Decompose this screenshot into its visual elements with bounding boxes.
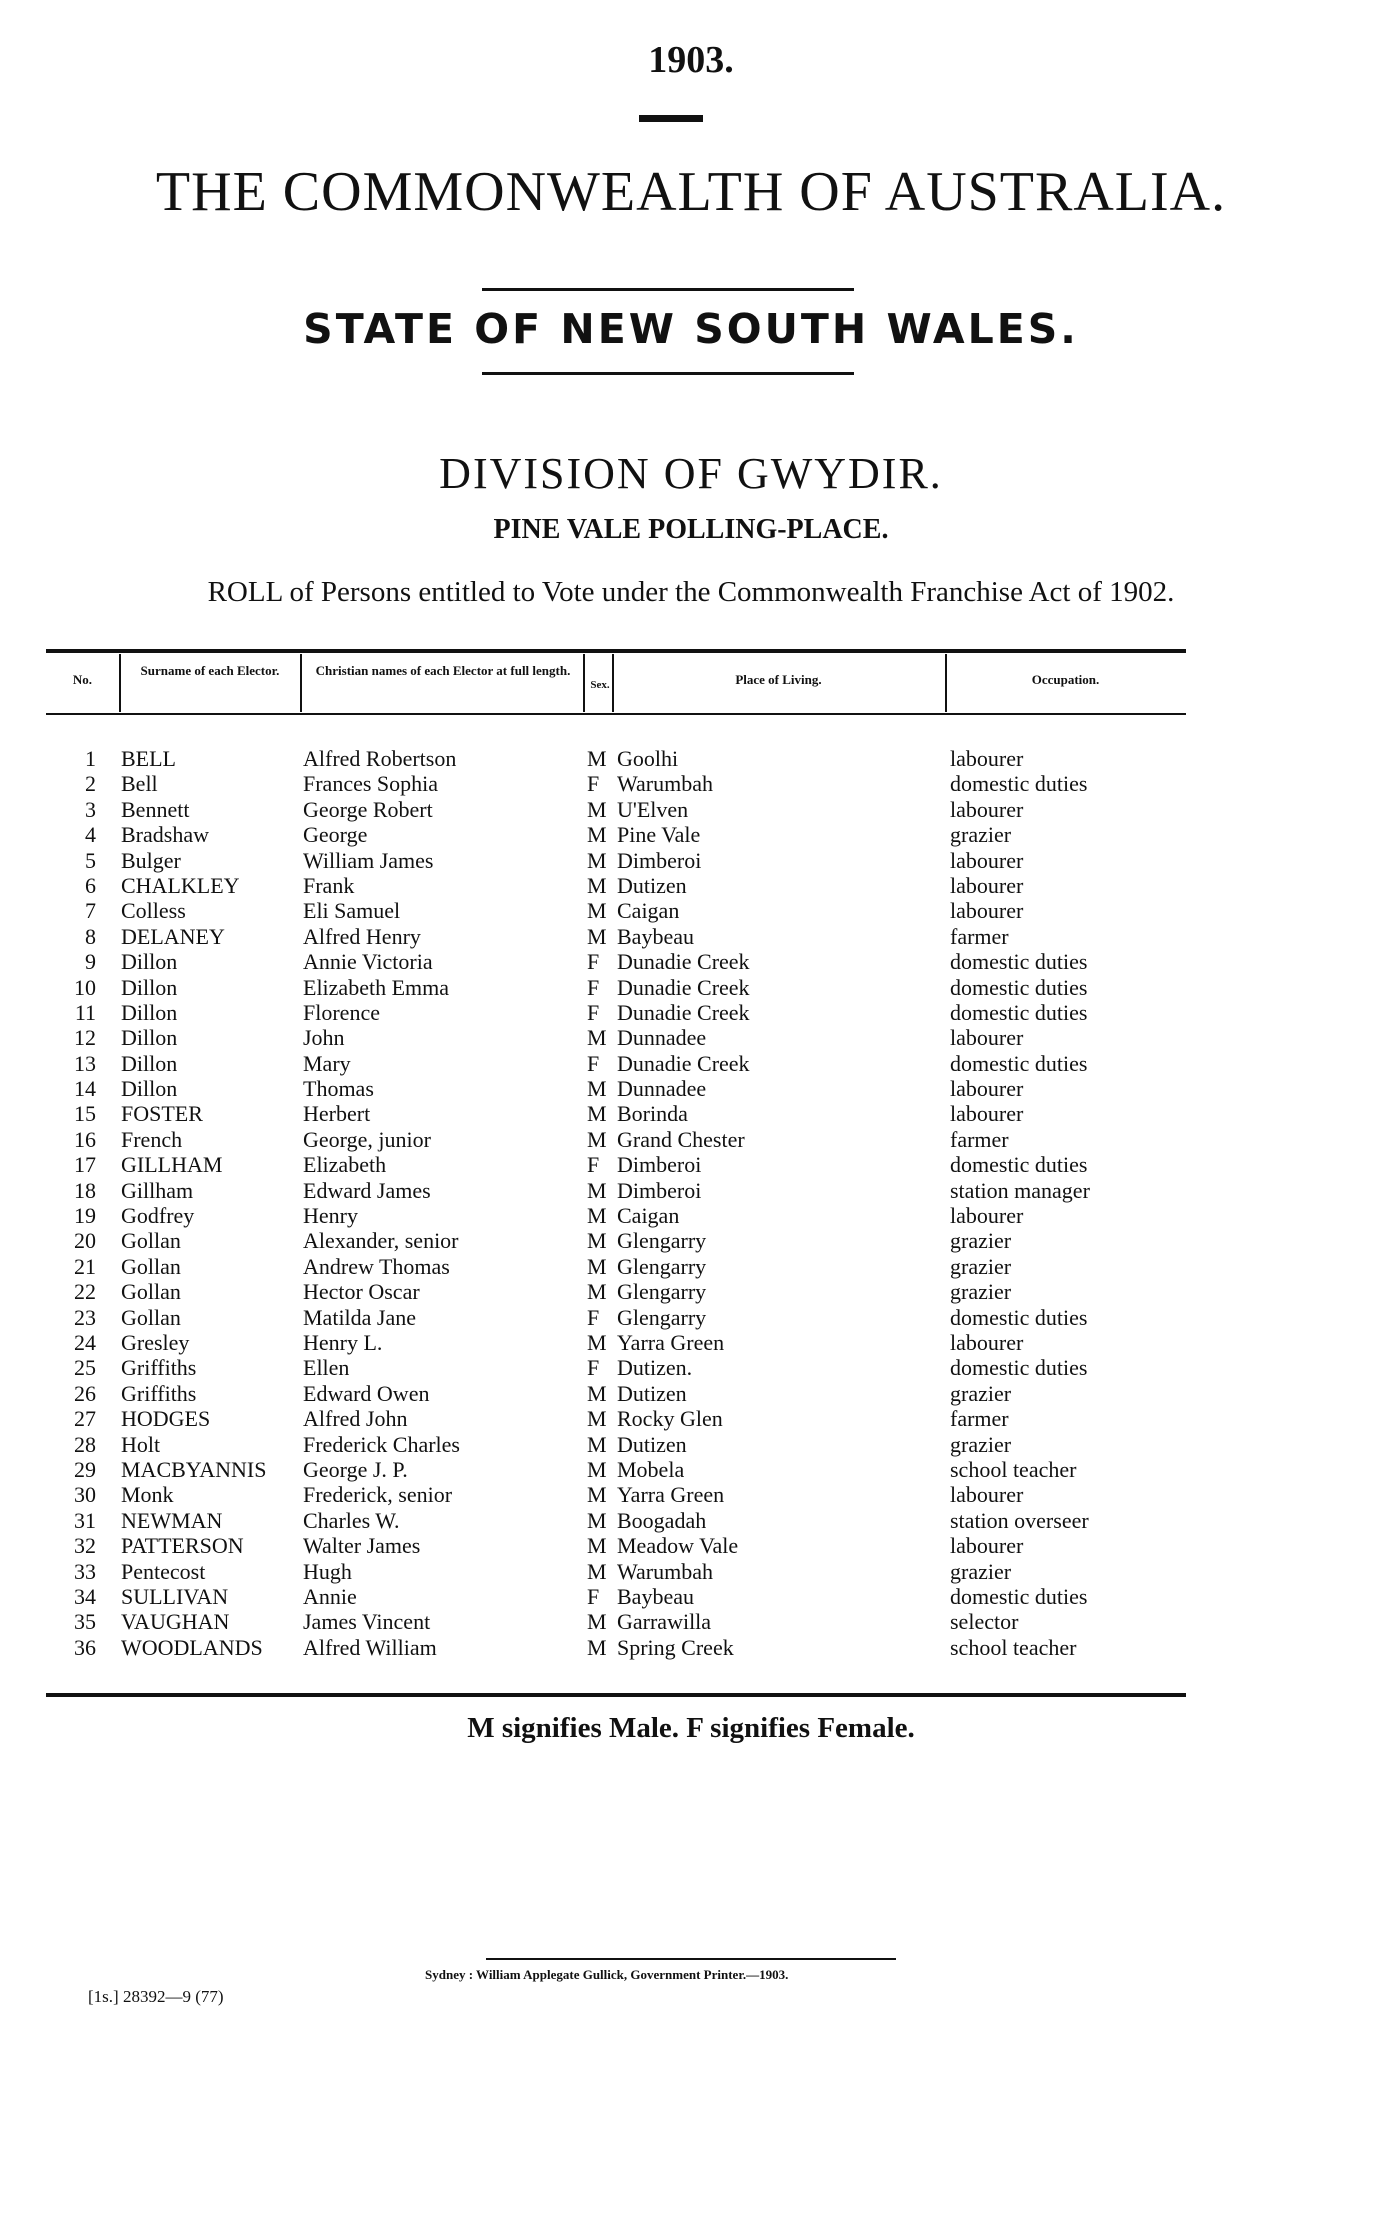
elector-number: 7 <box>85 898 96 924</box>
elector-sex: M <box>587 898 607 924</box>
table-row <box>0 1254 1382 1279</box>
table-row <box>0 1609 1382 1634</box>
elector-occupation: farmer <box>950 1126 1009 1152</box>
rule-above-state <box>482 288 854 291</box>
elector-occupation: domestic duties <box>950 1050 1088 1076</box>
elector-occupation: domestic duties <box>950 1583 1088 1609</box>
elector-number: 24 <box>74 1329 96 1355</box>
elector-number: 31 <box>74 1507 96 1533</box>
elector-sex: M <box>587 1533 607 1559</box>
elector-occupation: grazier <box>950 1279 1012 1305</box>
elector-place-of-living: Pine Vale <box>617 822 701 848</box>
table-row <box>0 873 1382 898</box>
elector-number: 11 <box>74 999 96 1025</box>
elector-place-of-living: Borinda <box>617 1101 688 1127</box>
elector-place-of-living: Dunnadee <box>617 1025 707 1051</box>
elector-christian-names: Annie <box>303 1583 357 1609</box>
elector-place-of-living: Dimberoi <box>617 1177 702 1203</box>
elector-christian-names: Edward Owen <box>303 1380 430 1406</box>
elector-surname: Bell <box>121 771 158 797</box>
elector-place-of-living: Spring Creek <box>617 1634 734 1660</box>
table-row <box>0 1076 1382 1101</box>
sex-legend: M signifies Male. F signifies Female. <box>467 1712 915 1744</box>
elector-christian-names: Alfred William <box>303 1634 437 1660</box>
elector-surname: Holt <box>121 1431 161 1457</box>
elector-sex: M <box>587 746 607 771</box>
elector-number: 25 <box>74 1355 96 1381</box>
table-row <box>0 1635 1382 1660</box>
elector-number: 16 <box>74 1126 96 1152</box>
printer-imprint: Sydney : William Applegate Gullick, Government Printer.—1903. <box>425 1967 789 1982</box>
elector-surname: HODGES <box>121 1406 211 1432</box>
header-bottom-rule <box>46 713 1186 715</box>
elector-surname: PATTERSON <box>121 1533 244 1559</box>
elector-sex: M <box>587 1482 607 1508</box>
elector-sex: F <box>587 1583 600 1609</box>
elector-surname: Gillham <box>121 1177 194 1203</box>
elector-christian-names: Matilda Jane <box>303 1304 417 1330</box>
elector-occupation: grazier <box>950 822 1012 848</box>
elector-surname: Dillon <box>121 1025 178 1051</box>
elector-number: 23 <box>74 1304 96 1330</box>
elector-christian-names: Charles W. <box>303 1507 400 1533</box>
elector-christian-names: Mary <box>303 1050 351 1076</box>
elector-christian-names: Frederick Charles <box>303 1431 460 1457</box>
elector-christian-names: Walter James <box>303 1533 421 1559</box>
division-heading: DIVISION OF GWYDIR. <box>439 449 943 498</box>
elector-occupation: domestic duties <box>950 771 1088 797</box>
elector-place-of-living: Garrawilla <box>617 1609 712 1635</box>
elector-place-of-living: Warumbah <box>617 1558 713 1584</box>
elector-sex: M <box>587 1126 607 1152</box>
table-row <box>0 1000 1382 1025</box>
elector-number: 19 <box>74 1203 96 1229</box>
document-code: [1s.] 28392—9 (77) <box>88 1987 224 2006</box>
year: 1903. <box>648 39 734 81</box>
elector-sex: M <box>587 1203 607 1229</box>
elector-christian-names: Alexander, senior <box>303 1228 459 1254</box>
elector-sex: M <box>587 822 607 848</box>
elector-sex: M <box>587 1456 607 1482</box>
elector-occupation: domestic duties <box>950 1152 1088 1178</box>
elector-christian-names: Edward James <box>303 1177 431 1203</box>
elector-christian-names: George, junior <box>303 1126 431 1152</box>
elector-christian-names: George <box>303 822 368 848</box>
elector-sex: M <box>587 1380 607 1406</box>
elector-sex: M <box>587 1431 607 1457</box>
elector-occupation: domestic duties <box>950 1304 1088 1330</box>
table-bottom-rule <box>46 1693 1186 1697</box>
elector-sex: M <box>587 1609 607 1635</box>
elector-number: 34 <box>74 1583 96 1609</box>
roll-title: ROLL of Persons entitled to Vote under the Commonwealth Franchise Act of 1902. <box>207 576 1175 608</box>
elector-christian-names: Alfred Robertson <box>303 746 457 771</box>
elector-christian-names: Elizabeth <box>303 1152 387 1178</box>
table-row <box>0 1203 1382 1228</box>
elector-sex: F <box>587 771 600 797</box>
elector-surname: Bennett <box>121 796 190 822</box>
elector-sex: M <box>587 1177 607 1203</box>
column-divider <box>300 654 302 712</box>
elector-surname: Bradshaw <box>121 822 209 848</box>
table-row <box>0 822 1382 847</box>
elector-place-of-living: U'Elven <box>617 796 689 822</box>
elector-place-of-living: Boogadah <box>617 1507 707 1533</box>
elector-sex: F <box>587 949 600 975</box>
elector-sex: M <box>587 1101 607 1127</box>
elector-christian-names: Florence <box>303 999 380 1025</box>
short-rule <box>639 115 703 122</box>
elector-sex: M <box>587 1279 607 1305</box>
elector-christian-names: John <box>303 1025 345 1051</box>
elector-occupation: labourer <box>950 1482 1024 1508</box>
table-row <box>0 797 1382 822</box>
column-divider <box>119 654 121 712</box>
table-row <box>0 1559 1382 1584</box>
table-row <box>0 771 1382 796</box>
elector-number: 3 <box>85 796 96 822</box>
elector-sex: M <box>587 1076 607 1102</box>
elector-number: 17 <box>74 1152 96 1178</box>
elector-place-of-living: Caigan <box>617 1203 680 1229</box>
table-row <box>0 1178 1382 1203</box>
elector-occupation: labourer <box>950 1329 1024 1355</box>
elector-sex: M <box>587 1025 607 1051</box>
elector-sex: F <box>587 1304 600 1330</box>
elector-surname: Dillon <box>121 1076 178 1102</box>
elector-christian-names: Henry <box>303 1203 358 1229</box>
elector-christian-names: Alfred John <box>303 1406 408 1432</box>
elector-surname: Gollan <box>121 1279 181 1305</box>
elector-sex: F <box>587 1152 600 1178</box>
column-header-occupation: Occupation. <box>1031 672 1100 687</box>
column-header-christian: Christian names of each Elector at full length. <box>315 663 571 678</box>
elector-surname: FOSTER <box>121 1101 203 1127</box>
elector-place-of-living: Warumbah <box>617 771 713 797</box>
elector-number: 6 <box>85 872 96 898</box>
elector-sex: M <box>587 1228 607 1254</box>
elector-number: 22 <box>74 1279 96 1305</box>
elector-place-of-living: Dimberoi <box>617 1152 702 1178</box>
page-title: THE COMMONWEALTH OF AUSTRALIA. <box>155 161 1227 223</box>
elector-occupation: station overseer <box>950 1507 1089 1533</box>
elector-place-of-living: Mobela <box>617 1456 685 1482</box>
elector-place-of-living: Dutizen <box>617 872 687 898</box>
table-row <box>0 1101 1382 1126</box>
elector-place-of-living: Dutizen <box>617 1431 687 1457</box>
table-row <box>0 1457 1382 1482</box>
elector-surname: Monk <box>121 1482 174 1508</box>
elector-place-of-living: Grand Chester <box>617 1126 745 1152</box>
elector-occupation: labourer <box>950 1025 1024 1051</box>
table-row <box>0 924 1382 949</box>
table-row <box>0 1025 1382 1050</box>
elector-place-of-living: Yarra Green <box>617 1329 725 1355</box>
elector-place-of-living: Dunadie Creek <box>617 1050 750 1076</box>
elector-occupation: labourer <box>950 796 1024 822</box>
elector-occupation: grazier <box>950 1558 1012 1584</box>
elector-christian-names: Andrew Thomas <box>303 1253 450 1279</box>
elector-number: 10 <box>74 974 96 1000</box>
elector-sex: M <box>587 1634 607 1660</box>
elector-christian-names: Frank <box>303 872 355 898</box>
elector-christian-names: Annie Victoria <box>303 949 433 975</box>
elector-number: 26 <box>74 1380 96 1406</box>
elector-sex: M <box>587 872 607 898</box>
table-row <box>0 1508 1382 1533</box>
elector-occupation: labourer <box>950 746 1024 771</box>
elector-surname: GILLHAM <box>121 1152 223 1178</box>
elector-number: 12 <box>74 1025 96 1051</box>
table-row <box>0 1305 1382 1330</box>
elector-number: 28 <box>74 1431 96 1457</box>
elector-number: 15 <box>74 1101 96 1127</box>
elector-occupation: domestic duties <box>950 974 1088 1000</box>
elector-christian-names: Henry L. <box>303 1329 383 1355</box>
elector-sex: M <box>587 1507 607 1533</box>
elector-place-of-living: Dunnadee <box>617 1076 707 1102</box>
elector-occupation: grazier <box>950 1431 1012 1457</box>
table-row <box>0 975 1382 1000</box>
elector-christian-names: William James <box>303 847 434 873</box>
elector-place-of-living: Meadow Vale <box>617 1533 739 1559</box>
elector-surname: VAUGHAN <box>121 1609 230 1635</box>
elector-number: 5 <box>85 847 96 873</box>
elector-surname: Gollan <box>121 1253 181 1279</box>
elector-place-of-living: Yarra Green <box>617 1482 725 1508</box>
elector-occupation: selector <box>950 1609 1019 1635</box>
elector-surname: SULLIVAN <box>121 1583 229 1609</box>
elector-sex: F <box>587 1050 600 1076</box>
elector-number: 13 <box>74 1050 96 1076</box>
elector-number: 36 <box>74 1634 96 1660</box>
elector-surname: Colless <box>121 898 186 924</box>
elector-surname: Dillon <box>121 974 178 1000</box>
elector-number: 14 <box>74 1076 96 1102</box>
elector-occupation: labourer <box>950 1076 1024 1102</box>
printer-rule <box>486 1958 896 1960</box>
elector-number: 21 <box>74 1253 96 1279</box>
elector-sex: F <box>587 1355 600 1381</box>
elector-surname: Gresley <box>121 1329 190 1355</box>
elector-occupation: school teacher <box>950 1456 1077 1482</box>
elector-number: 33 <box>74 1558 96 1584</box>
elector-christian-names: Hector Oscar <box>303 1279 420 1305</box>
elector-surname: BELL <box>121 746 176 771</box>
elector-surname: French <box>121 1126 183 1152</box>
table-row <box>0 1381 1382 1406</box>
elector-occupation: grazier <box>950 1228 1012 1254</box>
elector-surname: Godfrey <box>121 1203 195 1229</box>
elector-christian-names: Ellen <box>303 1355 350 1381</box>
table-row <box>0 1051 1382 1076</box>
elector-surname: Gollan <box>121 1304 181 1330</box>
elector-number: 8 <box>85 923 96 949</box>
elector-occupation: labourer <box>950 1203 1024 1229</box>
table-row <box>0 746 1382 771</box>
elector-surname: WOODLANDS <box>121 1634 263 1660</box>
elector-place-of-living: Glengarry <box>617 1228 707 1254</box>
elector-christian-names: George Robert <box>303 796 433 822</box>
elector-occupation: school teacher <box>950 1634 1077 1660</box>
column-divider <box>583 654 585 712</box>
elector-place-of-living: Glengarry <box>617 1304 707 1330</box>
elector-surname: NEWMAN <box>121 1507 223 1533</box>
elector-occupation: grazier <box>950 1253 1012 1279</box>
elector-place-of-living: Dutizen <box>617 1380 687 1406</box>
elector-surname: Dillon <box>121 999 178 1025</box>
elector-occupation: station manager <box>950 1177 1090 1203</box>
elector-place-of-living: Baybeau <box>617 923 694 949</box>
column-header-place: Place of Living. <box>735 672 822 687</box>
table-row <box>0 1355 1382 1380</box>
table-row <box>0 949 1382 974</box>
table-row <box>0 1152 1382 1177</box>
elector-sex: M <box>587 1558 607 1584</box>
table-row <box>0 1533 1382 1558</box>
elector-surname: Bulger <box>121 847 181 873</box>
elector-number: 2 <box>85 771 96 797</box>
elector-number: 27 <box>74 1406 96 1432</box>
elector-christian-names: Alfred Henry <box>303 923 421 949</box>
elector-surname: Dillon <box>121 949 178 975</box>
column-header-no: No. <box>72 672 93 687</box>
elector-place-of-living: Glengarry <box>617 1279 707 1305</box>
polling-place: PINE VALE POLLING-PLACE. <box>493 514 889 545</box>
elector-place-of-living: Dunadie Creek <box>617 949 750 975</box>
elector-occupation: farmer <box>950 1406 1009 1432</box>
table-row <box>0 848 1382 873</box>
rule-below-state <box>482 372 854 375</box>
elector-christian-names: Herbert <box>303 1101 371 1127</box>
elector-sex: F <box>587 999 600 1025</box>
elector-occupation: domestic duties <box>950 949 1088 975</box>
elector-occupation: grazier <box>950 1380 1012 1406</box>
elector-christian-names: Thomas <box>303 1076 374 1102</box>
table-row <box>0 1330 1382 1355</box>
elector-surname: Gollan <box>121 1228 181 1254</box>
table-row <box>0 1432 1382 1457</box>
elector-sex: M <box>587 796 607 822</box>
elector-surname: Pentecost <box>121 1558 206 1584</box>
elector-occupation: domestic duties <box>950 999 1088 1025</box>
elector-occupation: labourer <box>950 847 1024 873</box>
elector-christian-names: Frances Sophia <box>303 771 439 797</box>
elector-number: 32 <box>74 1533 96 1559</box>
elector-surname: Griffiths <box>121 1380 197 1406</box>
elector-surname: CHALKLEY <box>121 872 240 898</box>
elector-sex: M <box>587 1329 607 1355</box>
elector-sex: M <box>587 1406 607 1432</box>
elector-occupation: farmer <box>950 923 1009 949</box>
table-row <box>0 1127 1382 1152</box>
elector-number: 1 <box>85 746 96 771</box>
elector-surname: DELANEY <box>121 923 225 949</box>
elector-place-of-living: Glengarry <box>617 1253 707 1279</box>
elector-place-of-living: Goolhi <box>617 746 679 771</box>
elector-occupation: labourer <box>950 872 1024 898</box>
elector-number: 18 <box>74 1177 96 1203</box>
elector-surname: Griffiths <box>121 1355 197 1381</box>
elector-number: 20 <box>74 1228 96 1254</box>
elector-sex: M <box>587 1253 607 1279</box>
elector-christian-names: Hugh <box>303 1558 352 1584</box>
electors-table <box>0 746 1382 1660</box>
state-heading: STATE OF NEW SOUTH WALES. <box>303 305 1079 353</box>
elector-christian-names: Frederick, senior <box>303 1482 453 1508</box>
elector-christian-names: Elizabeth Emma <box>303 974 449 1000</box>
elector-surname: MACBYANNIS <box>121 1456 267 1482</box>
elector-number: 9 <box>85 949 96 975</box>
elector-surname: Dillon <box>121 1050 178 1076</box>
elector-sex: F <box>587 974 600 1000</box>
elector-number: 30 <box>74 1482 96 1508</box>
elector-place-of-living: Baybeau <box>617 1583 694 1609</box>
elector-occupation: domestic duties <box>950 1355 1088 1381</box>
table-row <box>0 1584 1382 1609</box>
elector-number: 29 <box>74 1456 96 1482</box>
elector-christian-names: James Vincent <box>303 1609 431 1635</box>
elector-place-of-living: Caigan <box>617 898 680 924</box>
elector-sex: M <box>587 847 607 873</box>
elector-occupation: labourer <box>950 1533 1024 1559</box>
column-header-sex: Sex. <box>590 679 610 691</box>
table-row <box>0 1228 1382 1253</box>
elector-occupation: labourer <box>950 898 1024 924</box>
table-row <box>0 898 1382 923</box>
column-header-surname: Surname of each Elector. <box>140 663 280 678</box>
table-row <box>0 1279 1382 1304</box>
elector-sex: M <box>587 923 607 949</box>
elector-occupation: labourer <box>950 1101 1024 1127</box>
elector-number: 4 <box>85 822 96 848</box>
elector-place-of-living: Dunadie Creek <box>617 974 750 1000</box>
table-row <box>0 1482 1382 1507</box>
elector-place-of-living: Dutizen. <box>617 1355 693 1381</box>
table-top-rule <box>46 649 1186 653</box>
elector-place-of-living: Dimberoi <box>617 847 702 873</box>
elector-number: 35 <box>74 1609 96 1635</box>
elector-place-of-living: Dunadie Creek <box>617 999 750 1025</box>
elector-christian-names: George J. P. <box>303 1456 408 1482</box>
elector-place-of-living: Rocky Glen <box>617 1406 723 1432</box>
table-row <box>0 1406 1382 1431</box>
elector-christian-names: Eli Samuel <box>303 898 401 924</box>
